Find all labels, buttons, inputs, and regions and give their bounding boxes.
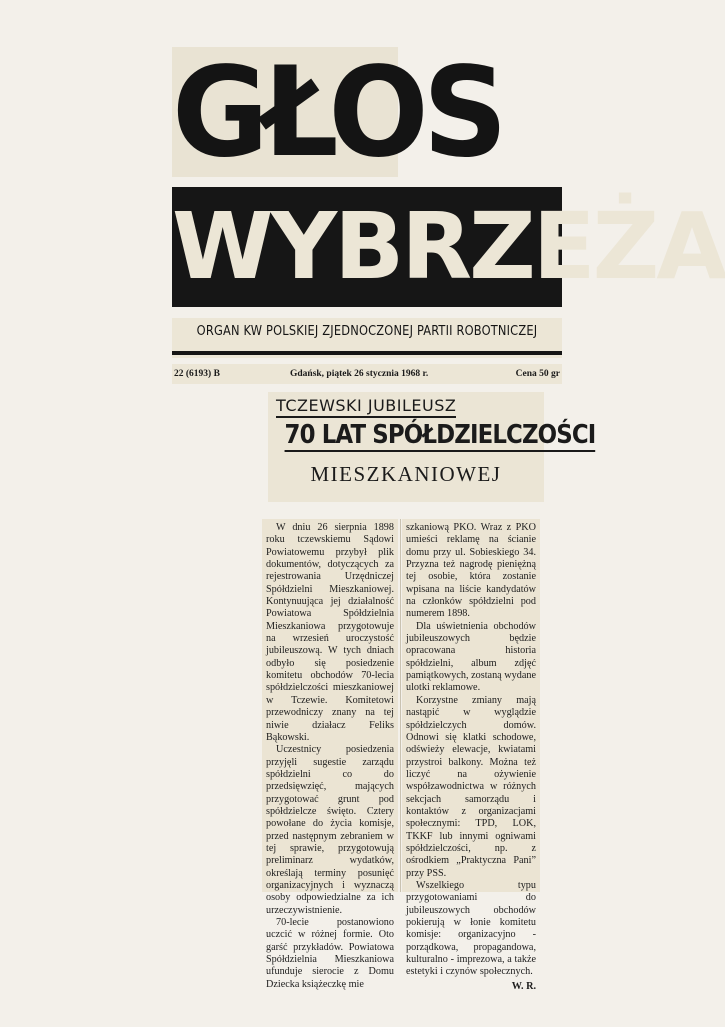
masthead-organ-line <box>172 318 562 358</box>
article-signature: W. R. <box>511 980 536 992</box>
article-paragraph: Wszelkiego typu przygotowaniami do jubileuszowych obchodów pokierują w łonie komitetu komisje: organizacyjno - porządkowa, propagandowa, kulturalno - imprezowa, a także estetyki i czynów społecznych. <box>406 879 536 978</box>
headline-subtitle: MIESZKANIOWEJ <box>310 462 502 486</box>
article-column-2 <box>402 519 540 992</box>
masthead-title-line1 <box>172 39 502 185</box>
article-paragraph: Dla uświetnienia obchodów jubileuszowych będzie opracowana historia spółdzielni, album zdjęć pamiątkowych, zostaną wydane ulotki reklamowe. <box>406 620 536 694</box>
headline-title-text: 70 LAT SPÓŁDZIELCZOŚCI <box>284 420 596 450</box>
title-text-glos: GŁOS <box>172 39 502 185</box>
issue-date: Gdańsk, piątek 26 stycznia 1968 r. <box>290 369 429 379</box>
article-paragraph: Uczestnicy posiedzenia przyjęli sugestie zarządu spółdzielni co do przedsięwzięć, mających przygotować grunt pod spółdzielcze święto. Cztery powołane do życia komisje, przed następnym zebraniem w tej sprawie, przygotowują preliminarz wydatków, określają terminy posunięć organizacyjnych i wyznaczą osoby odpowiedzialne za ich urzeczywistnienie. <box>266 744 394 916</box>
article-paragraph: szkaniową PKO. Wraz z PKO umieści reklamę na ścianie domu przy ul. Sobieskiego 34. Przyzna też nagrodę pieniężną tej osobie, która zostanie wpisana na liście kandydatów na członków spółdzielni pod numerem 1898. <box>406 522 536 620</box>
masthead-title-line2 <box>172 187 725 307</box>
organ-text: ORGAN KW POLSKIEJ ZJEDNOCZONEJ PARTII ROBOTNICZEJ <box>196 323 538 339</box>
article-paragraph: W dniu 26 sierpnia 1898 roku tczewskiemu Sądowi Powiatowemu przybył plik dokumentów, dotyczących za rejestrowania Urzędniczej Spółdzielni Mieszkaniowej. Kontynuująca jej działalność Powiatowa Spółdzielnia Mieszkaniowa przygotowuje na wrzesień uroczystość jubileuszową. W tych dniach odbyło się posiedzenie komitetu obchodów 70-lecia spółdzielczości mieszkaniowej w Tczewie. Komitetowi przewodniczy znany na tej niwie działacz Feliks Bąkowski. <box>266 522 394 743</box>
issue-price: Cena 50 gr <box>515 369 560 379</box>
dateline <box>172 364 562 384</box>
organ-rule <box>172 351 562 355</box>
title-text-wybrzeza: WYBRZEŻA <box>172 193 725 300</box>
issue-number: 22 (6193) B <box>174 369 220 379</box>
article-column-1 <box>262 519 398 990</box>
article-paragraph: 70-lecie postanowiono uczcić w różnej formie. Oto garść przykładów. Powiatowa Spółdzielnia Mieszkaniowa ufunduje sierocie z Domu Dziecka książeczkę mie <box>266 917 394 990</box>
column-divider <box>400 519 401 892</box>
article-paragraph: Korzystne zmiany mają nastąpić w wyglądzie spółdzielczych domów. Odnowi się klatki schodowe, odświeży elewacje, kwiatami przystroi balkony. Można też liczyć na ożywienie współzawodnictwa w różnych sekcjach samorządu i kontaktów z organizacjami społecznymi: TPD, LOK, TKKF lub innymi ogniwami spółdzielczości, np. z ośrodkiem „Praktyczna Pani” przy PSS. <box>406 694 536 879</box>
headline-kicker: TCZEWSKI JUBILEUSZ <box>276 396 456 418</box>
article-headline <box>268 392 596 502</box>
headline-title <box>284 420 596 450</box>
